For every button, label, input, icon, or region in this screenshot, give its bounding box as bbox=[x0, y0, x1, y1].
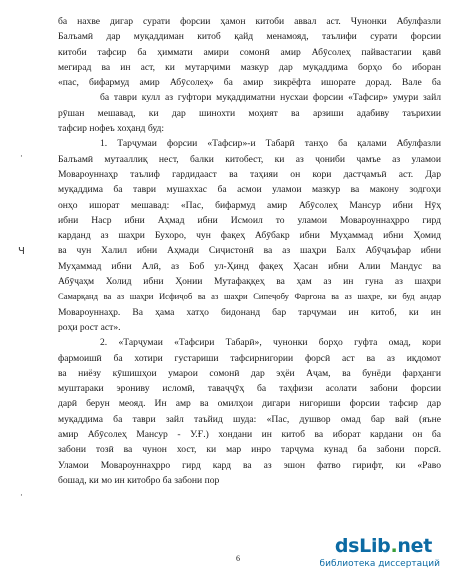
text-line: 2. «Тарҷумаи «Тафсири Табарӣ», чунонки борҳо гуфта омад, кори bbox=[100, 337, 441, 349]
text-line: «пас, бифармуд амир Абӯсолеҳ» ба амир зикрёфта ишорате дорад. Вале ба bbox=[58, 77, 441, 89]
text-line: муқаддима ба таври мушаххас ба асмои уламои мазкур ва макону зодгоҳи bbox=[58, 184, 441, 196]
text-line: роҳи рост аст». bbox=[58, 321, 121, 333]
text-line: китоби тафсир ба ҳиммати амири сомонӣ амир Абӯсолеҳ пайвастагии қавӣ bbox=[58, 46, 441, 58]
text-line: мегирад ва ин аст, ки мутарҷими мазкур дар муқаддима борҳо бо иборан bbox=[58, 61, 441, 73]
text-line: ба нахве дигар сурати форсии ҳамон китоби аввал аст. Чунонки Абулфазли bbox=[58, 16, 441, 27]
text-line: ба таври кулл аз гуфтори муқаддиматни нусхаи форсии «Тафсир» умури зайл bbox=[100, 92, 441, 104]
page-number: 6 bbox=[236, 554, 240, 563]
text-line: Балъамӣ дар муқаддиман китоб қайд менамояд, таълифи сурати форсии bbox=[58, 31, 441, 43]
text-line: Мовароуннаҳр таълиф гардидааст ва таҳияи он кори дастҷамъӣ аст. Дар bbox=[58, 168, 441, 180]
text-line: ибни Наср ибни Аҳмад ибни Исмоил то уламои Мовароуннаҳрро гирд bbox=[58, 214, 441, 226]
text-line: Мовароуннаҳр. Ва ҳама хатҳо бидонанд бар тарҷумаи ин китоб, ки ин bbox=[58, 306, 441, 318]
text-line: забони тозӣ ва чунон хост, ки мар инро тарҷума кунад ба забони порсӣ. bbox=[58, 444, 441, 456]
text-line: Балъамӣ мутааллиқ нест, балки китобест, ки аз ҷониби ҷамъе аз уламои bbox=[58, 153, 441, 165]
margin-mark: · bbox=[20, 152, 23, 162]
text-line: тафсир нофеъ хоҳанд буд: bbox=[58, 123, 165, 135]
text-line: карданд аз шаҳри Бухоро, чун фақеҳ Абӯбакр ибни Муҳаммад ибни Ҳомид bbox=[58, 230, 441, 242]
text-line: бошад, ки мо ин китобро ба забони пор bbox=[58, 474, 220, 486]
watermark[interactable] bbox=[319, 535, 440, 579]
watermark-subtitle: библиотека диссертаций bbox=[319, 559, 440, 569]
text-line: муштараки эрониву исломӣ, таваҷҷӯҳ ба таҳфизи асолати забони форсии bbox=[58, 383, 441, 395]
text-line: Самарқанд ва аз шаҳри Исфиҷоб ва аз шаҳри Сипеҷобу Фарғона ва аз шаҳре, ки буд андар bbox=[58, 291, 441, 302]
text-line: ва чун Халил ибни Аҳмади Сиҷистонӣ ва аз шаҳри Балх Абӯҷаъфар ибни bbox=[58, 245, 441, 257]
text-line: рӯшан мешавад, ки дар шинохти моҳият ва арзиши адабиву таърихии bbox=[58, 107, 441, 119]
body-text bbox=[58, 14, 441, 488]
text-line: амир Абӯсолеҳ Мансур - У.Ғ.) хондани ин китоб ва иборат кардани он ба bbox=[58, 429, 441, 441]
text-line: 1. Тарҷумаи форсии «Тафсир»-и Табарӣ танҳо ба қалами Абулфазли bbox=[100, 138, 441, 150]
dslib-logo: dsLib.net bbox=[334, 535, 432, 557]
text-line: муқаддима ба таври зайл таъйид шуда: «Пас, душвор омад бар вай (яъне bbox=[58, 413, 441, 425]
text-line: дарӣ берун меояд. Ин амр ва омилҳои дигари нигориши форсии тафсир дар bbox=[58, 398, 441, 410]
margin-mark: ч bbox=[18, 243, 26, 257]
text-line: Абӯҷаҳм Холид ибни Ҳонии Мутафаққеҳ ва ҳам аз ин гуна аз шаҳри bbox=[58, 276, 441, 288]
text-line: ва ниёзу кӯшишҳои умарои сомонӣ дар эҳёи Аҷам, ва бунёди фарҳанги bbox=[58, 367, 441, 379]
text-line: Муҳаммад ибни Алӣ, аз Боб ул-Ҳинд фақеҳ Ҳасан ибни Алии Мандус ва bbox=[58, 260, 441, 272]
text-line: Уламои Мовароуннаҳрро гирд кард ва аз эшон фатво гирифт, ки «Раво bbox=[58, 459, 441, 471]
text-line: фармоишӣ ба хотири густариши тафсирнигории форсӣ аст ва аз иқдомот bbox=[58, 352, 441, 364]
text-line: онҳо ишорат мешавад: «Пас, бифармуд амир Абӯсолеҳ Мансур ибни Нӯҳ bbox=[58, 199, 441, 211]
margin-mark: · bbox=[20, 491, 23, 501]
